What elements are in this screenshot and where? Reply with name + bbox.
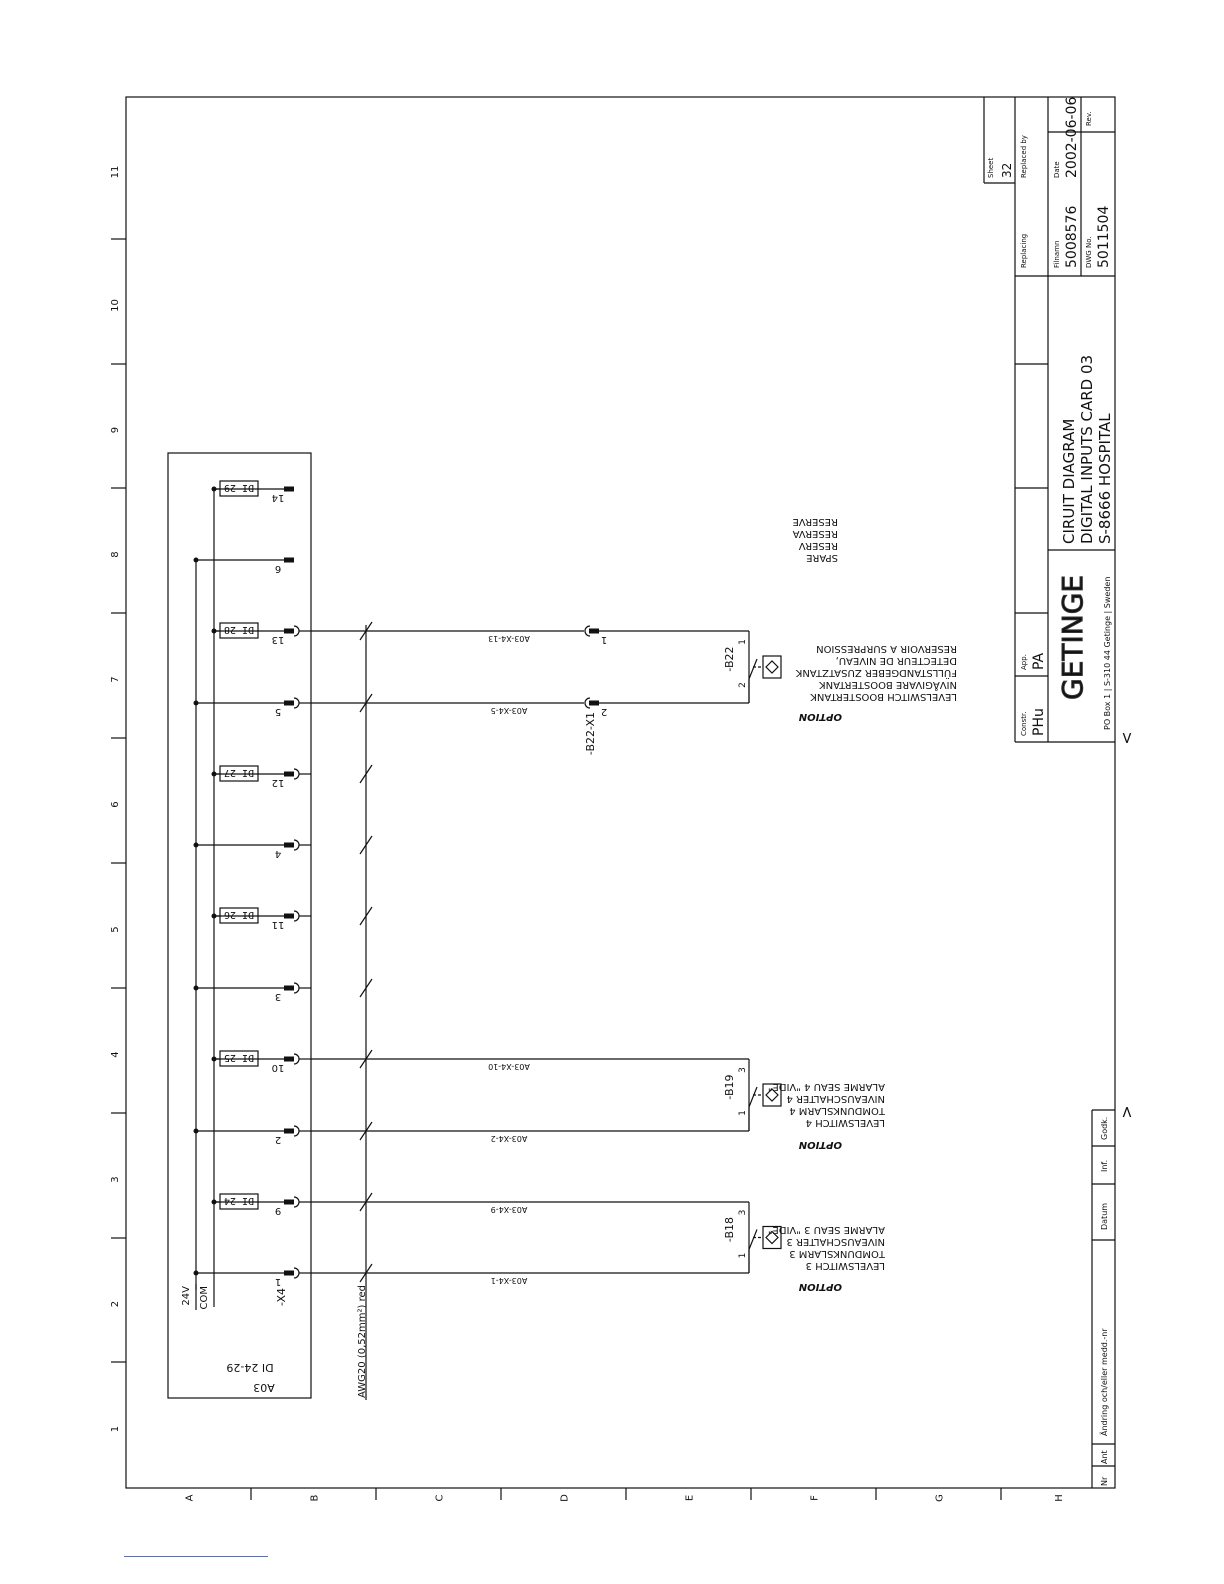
terminal-pin-label: 6 [274, 563, 282, 574]
grid-column-label: 9 [110, 426, 121, 434]
connector-b22-x1-label: -B22-X1 [584, 712, 597, 756]
grid-column-label: 4 [110, 1051, 121, 1058]
terminal-pin-label: 10 [271, 1062, 285, 1073]
board-range-label: DI 24-29 [226, 1361, 274, 1374]
device-description-line: DETECTEUR DE NIVEAU, [835, 655, 957, 666]
level-switch-b22 [749, 631, 781, 703]
device-description-line: TOMDUNKSLARM 3 [789, 1248, 885, 1259]
terminal-pin-label: 3 [274, 991, 282, 1002]
device-pin-label: 2 [738, 682, 748, 688]
grid-row-label: F [809, 1495, 821, 1501]
revision-nr-label: Nr [1100, 1476, 1109, 1486]
supply-24v-label: 24V [181, 1286, 192, 1306]
device-pin-label: 1 [738, 639, 748, 645]
device-description-line: LEVELSWITCH 3 [805, 1260, 885, 1271]
wire-label: A03-X4-2 [490, 1134, 528, 1143]
wire-label: A03-X4-9 [490, 1205, 528, 1214]
title-line-1: CIRUIT DIAGRAM [1060, 418, 1078, 544]
device-description-line: TOMDUNKSLARM 4 [789, 1105, 885, 1116]
board-a03 [168, 453, 311, 1398]
revision-inf-label: Inf. [1100, 1159, 1109, 1172]
terminal-pin-label: 12 [271, 777, 285, 788]
device-description-line: NIVEAUSCHALTER 4 [786, 1093, 885, 1104]
device-description-line: LEVELSWITCH 4 [805, 1117, 885, 1128]
wire-label: A03-X4-13 [488, 634, 530, 643]
date-label: Date [1053, 161, 1061, 178]
connector-b22-x1-pin [585, 698, 749, 708]
grid-column-label: 1 [110, 1425, 121, 1433]
device-description-line: ALARME SEAU 3 "VIDE" [767, 1224, 885, 1235]
terminal-pin-label: 9 [274, 1205, 282, 1216]
company-address: PO Box 1 | S-310 44 Getinge | Sweden [1103, 576, 1112, 730]
connector-pin-label: 2 [600, 706, 608, 717]
device-pin-label: 1 [738, 1110, 748, 1116]
constr-value: PHu [1031, 708, 1047, 736]
terminal-pin-label: 5 [274, 706, 282, 717]
di-label: DI 26 [223, 909, 255, 920]
device-option-label: OPTION [798, 711, 842, 722]
grid-column-label: 7 [110, 676, 121, 683]
dwg-value: 5011504 [1096, 205, 1112, 268]
board-name-label: A03 [253, 1381, 275, 1394]
filename-label: Filnamn [1053, 240, 1061, 268]
supply-com-label: COM [199, 1286, 210, 1310]
terminal-pin-label: 4 [274, 848, 282, 859]
device-description-line: NIVÅGIVARE BOOSTERTANK [819, 679, 957, 690]
app-value: PA [1031, 652, 1047, 670]
device-description-line: LEVELSWITCH BOOSTERTANK [810, 691, 957, 702]
device-pin-label: 3 [738, 1067, 748, 1073]
spare-label: RESERV [798, 540, 838, 551]
grid-column-label: 5 [110, 926, 121, 933]
title-line-3: S-8666 HOSPITAL [1096, 413, 1114, 544]
grid-column-label: 2 [110, 1300, 121, 1308]
di-label: DI 25 [223, 1052, 255, 1063]
terminal-x4-6 [194, 558, 295, 563]
terminal-pin-label: 1 [274, 1276, 282, 1287]
date-value: 2002-06-06 [1064, 96, 1080, 178]
revision-datum-label: Datum [1100, 1202, 1109, 1230]
sheet-label: Sheet [987, 157, 995, 178]
grid-row-label: H [1054, 1494, 1065, 1502]
di-label: DI 24 [223, 1195, 255, 1206]
rev-label: Rev. [1085, 111, 1093, 126]
dwg-label: DWG No. [1085, 236, 1093, 268]
device-option-label: OPTION [798, 1281, 842, 1292]
company-logo: GETINGE [1056, 574, 1089, 700]
di-label: DI 29 [223, 482, 255, 493]
grid-row-label: A [184, 1494, 196, 1502]
connector-pin-label: 1 [600, 634, 608, 645]
sheet-value: 32 [1000, 162, 1014, 178]
device-description-line: ALARME SEAU 4 "VIDE" [767, 1081, 885, 1092]
wire-label: A03-X4-5 [490, 706, 528, 715]
terminal-x4-4 [194, 840, 312, 850]
device-description-line: RESERVOIR A SURPRESSION [816, 643, 957, 654]
arrow-indicator: < [1117, 731, 1136, 745]
terminal-x4-1 [194, 1268, 312, 1278]
terminal-pin-label: 2 [274, 1134, 282, 1145]
app-label: App. [1020, 654, 1028, 670]
terminal-pin-label: 13 [271, 634, 285, 645]
device-tag-label: -B19 [723, 1074, 736, 1100]
spare-label: RESERVA [792, 528, 838, 539]
grid-column-label: 3 [110, 1176, 121, 1183]
terminal-x4-5 [194, 698, 312, 708]
level-switch-b19 [749, 1059, 781, 1131]
device-tag-label: -B18 [723, 1216, 736, 1243]
cable-label: AWG20 (0,52mm²) red [357, 1285, 368, 1398]
terminal-pin-label: 11 [271, 919, 285, 930]
device-tag-label: -B22 [723, 646, 736, 672]
spare-label: RESERVE [792, 516, 838, 527]
level-switch-b18 [749, 1202, 781, 1273]
grid-column-label: 6 [110, 801, 121, 808]
grid-column-label: 11 [110, 165, 121, 179]
replacing-label: Replacing [1020, 233, 1028, 268]
grid-column-label: 10 [110, 299, 121, 312]
device-description-line: FÜLLSTANDGEBER ZUSATZTANK [795, 667, 957, 678]
filename-value: 5008576 [1064, 205, 1080, 268]
replaced-by-label: Replaced by [1020, 135, 1028, 178]
device-pin-label: 3 [738, 1209, 748, 1216]
di-label: DI 27 [223, 767, 255, 778]
grid-row-label: E [684, 1494, 696, 1502]
grid-row-label: B [309, 1494, 321, 1502]
grid-row-label: D [559, 1494, 571, 1502]
grid-row-label: G [934, 1494, 946, 1502]
terminal-pin-label: 14 [271, 492, 285, 503]
revision-ant-label: Ant [1100, 1450, 1109, 1464]
wire-label: A03-X4-1 [490, 1276, 528, 1285]
connector-label: -X4 [275, 1288, 288, 1306]
di-label: DI 28 [223, 624, 255, 635]
terminal-x4-3 [194, 983, 312, 993]
drawing-frame [126, 97, 1115, 1488]
connector-b22-x1-pin [585, 626, 749, 636]
device-option-label: OPTION [798, 1139, 842, 1150]
wire-label: A03-X4-10 [488, 1062, 530, 1071]
title-line-2: DIGITAL INPUTS CARD 03 [1078, 354, 1096, 544]
device-pin-label: 1 [738, 1252, 748, 1259]
page-link-underline [124, 1556, 268, 1557]
spare-label: SPARE [806, 552, 838, 563]
revision-godk-label: Godk. [1100, 1116, 1109, 1140]
terminal-x4-2 [194, 1126, 312, 1136]
constr-label: Constr. [1020, 711, 1028, 736]
arrow-indicator: > [1117, 1105, 1136, 1119]
device-description-line: NIVEAUSCHALTER 3 [786, 1236, 885, 1247]
grid-row-label: C [434, 1494, 446, 1502]
revision-change-label: Ändring och/eller medd.-nr [1100, 1328, 1109, 1436]
grid-column-label: 8 [110, 551, 121, 558]
